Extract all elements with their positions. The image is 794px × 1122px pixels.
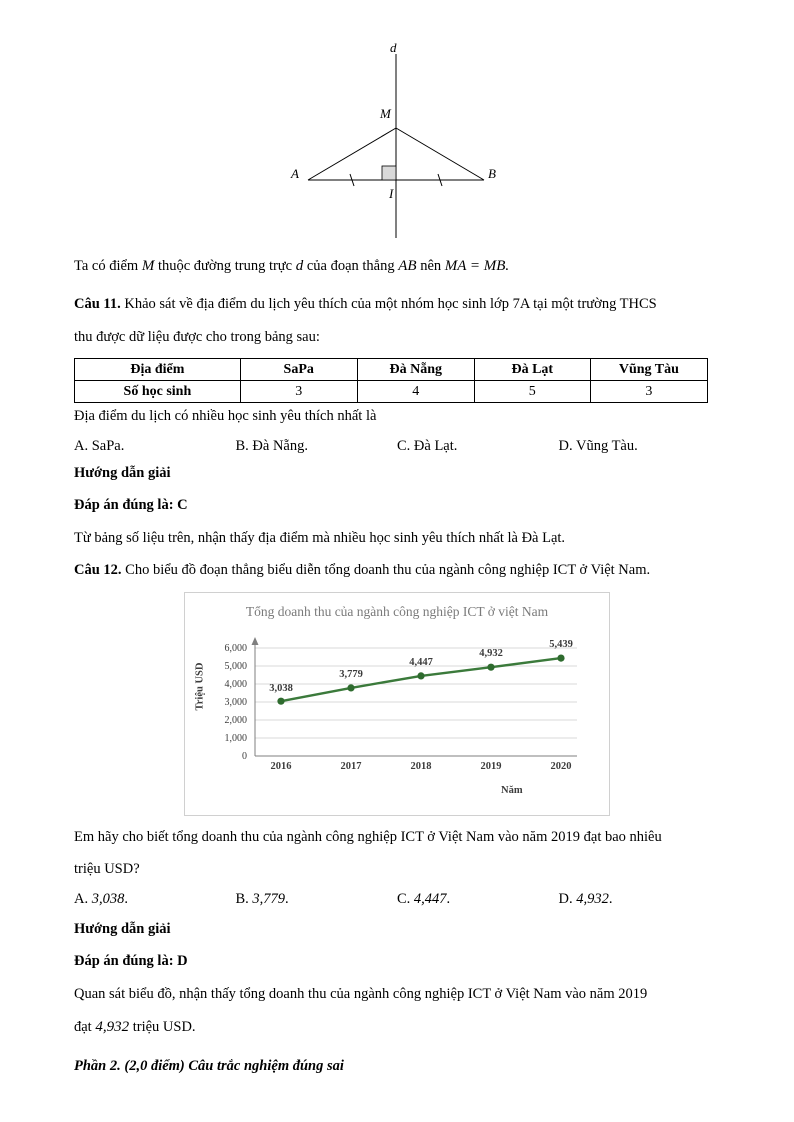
choice-c-suffix: .	[446, 890, 451, 907]
intro-mid2: của đoạn thẳng	[306, 258, 395, 274]
ict-revenue-chart	[184, 592, 610, 816]
choice-b-value: 3,779	[252, 890, 286, 907]
choice-c-text: Đà Lạt.	[413, 437, 458, 454]
choice-c	[397, 438, 559, 455]
table-header-students: Số học sinh	[75, 381, 241, 403]
question-11-choices	[74, 438, 720, 455]
figure-label-I: I	[389, 186, 394, 201]
choice-d-value: 4,932	[576, 890, 609, 907]
choice-a-label: A.	[74, 437, 89, 454]
choice-a-suffix: .	[124, 890, 128, 907]
table-header-vungtau: Vũng Tàu	[590, 359, 707, 381]
intro-equation: MA = MB.	[444, 258, 510, 274]
choice-b-label: B.	[235, 890, 249, 907]
choice-a-label: A.	[74, 890, 89, 907]
chart-point-label-2018: 4,447	[409, 656, 433, 668]
geometry-figure-svg	[74, 40, 720, 240]
survey-table	[74, 358, 708, 403]
figure-label-A: A	[291, 166, 299, 181]
document-content	[74, 40, 720, 1087]
question-12-answer: Đáp án đúng là: D	[74, 953, 188, 970]
choice-a	[74, 891, 236, 908]
figure-label-d: d	[390, 40, 397, 55]
table-header-dalat: Đà Lạt	[474, 359, 590, 381]
geometry-figure	[74, 40, 720, 240]
chart-xtick-2018: 2018	[410, 760, 432, 772]
choice-d-label: D.	[558, 890, 573, 907]
choice-d	[559, 438, 721, 455]
question-11-stem	[74, 293, 720, 316]
chart-point-label-2020: 5,439	[549, 638, 573, 650]
chart-xtick-2019: 2019	[480, 760, 502, 772]
question-12-number: Câu 12.	[74, 562, 122, 579]
part-2-title: Phần 2. (2,0 điểm) Câu trắc nghiệm đúng sai	[74, 1057, 344, 1074]
choice-a-value: 3,038	[91, 890, 125, 907]
intro-segment-ab: AB	[398, 258, 417, 274]
table-cell-dalat-count: 5	[474, 381, 590, 403]
table-row	[75, 381, 708, 403]
question-12-explanation-line1: Quan sát biểu đồ, nhận thấy tổng doanh thu của ngành công nghiệp ICT ở Việt Nam vào năm 2019	[74, 985, 648, 1002]
choice-c-label: C.	[397, 890, 411, 907]
choice-c-label: C.	[397, 437, 411, 454]
chart-xtick-2020: 2020	[550, 760, 572, 772]
chart-plot-svg	[185, 593, 609, 815]
table-header-danang: Đà Nẵng	[357, 359, 474, 381]
question-12-explanation-line2	[74, 1015, 720, 1039]
choice-b-label: B.	[235, 437, 249, 454]
choice-d-suffix: .	[608, 890, 613, 907]
chart-ytick-4000: 4,000	[224, 678, 247, 690]
table-header-sapa: SaPa	[240, 359, 357, 381]
choice-d-text: Vũng Tàu.	[575, 437, 638, 454]
explanation-value: 4,932	[95, 1019, 130, 1036]
chart-xtick-2017: 2017	[340, 760, 362, 772]
question-11-answer: Đáp án đúng là: C	[74, 497, 188, 514]
choice-d-label: D.	[558, 437, 573, 454]
chart-ytick-0: 0	[242, 750, 247, 762]
choice-b	[236, 438, 398, 455]
table-row	[75, 359, 708, 381]
question-12-text: Cho biểu đồ đoạn thẳng biểu diễn tổng doanh thu của ngành công nghiệp ICT ở Việt Nam.	[125, 562, 651, 579]
question-11-stem-line2: thu được dữ liệu được cho trong bảng sau:	[74, 328, 320, 345]
chart-point-label-2016: 3,038	[269, 682, 293, 694]
question-12-prompt-line2: triệu USD?	[74, 861, 140, 878]
question-11-text: Khảo sát về địa điểm du lịch yêu thích của một nhóm học sinh lớp 7A tại một trường THCS	[124, 296, 657, 313]
intro-line-d: d	[295, 258, 304, 274]
question-11-number: Câu 11.	[74, 296, 121, 313]
intro-mid3: nên	[420, 258, 442, 274]
figure-label-B: B	[488, 166, 496, 181]
chart-ytick-3000: 3,000	[224, 696, 247, 708]
question-12-guide-title: Hướng dẫn giải	[74, 920, 171, 937]
chart-point-label-2019: 4,932	[479, 647, 503, 659]
choice-b	[236, 891, 398, 908]
table-header-location: Địa điểm	[75, 359, 241, 381]
question-11-explanation: Từ bảng số liệu trên, nhận thấy địa điểm mà nhiều học sinh yêu thích nhất là Đà Lạt.	[74, 529, 566, 546]
chart-ytick-5000: 5,000	[224, 660, 247, 672]
figure-label-M: M	[380, 106, 391, 121]
intro-mid1: thuộc đường trung trực	[157, 258, 293, 274]
choice-a-text: SaPa.	[91, 437, 125, 454]
intro-sentence	[74, 254, 720, 278]
choice-c-value: 4,447	[413, 890, 447, 907]
question-12-prompt-line1: Em hãy cho biết tổng doanh thu của ngành công nghiệp ICT ở Việt Nam vào năm 2019 đạt bao nhiêu	[74, 828, 662, 845]
choice-b-text: Đà Nẵng.	[252, 437, 308, 454]
chart-ytick-2000: 2,000	[224, 714, 247, 726]
explanation-suffix: triệu USD.	[132, 1019, 196, 1036]
choice-a	[74, 438, 236, 455]
chart-ytick-6000: 6,000	[224, 642, 247, 654]
intro-point-m: M	[141, 258, 155, 274]
chart-ytick-1000: 1,000	[224, 732, 247, 744]
chart-x-axis-title: Năm	[501, 784, 523, 796]
table-cell-danang-count: 4	[357, 381, 474, 403]
question-11-prompt: Địa điểm du lịch có nhiều học sinh yêu thích nhất là	[74, 408, 377, 425]
explanation-prefix: đạt	[74, 1019, 92, 1036]
intro-before: Ta có điểm	[74, 258, 139, 274]
chart-point-label-2017: 3,779	[339, 668, 363, 680]
question-11-guide-title: Hướng dẫn giải	[74, 464, 171, 481]
chart-y-axis-title: Triệu USD	[194, 662, 206, 711]
question-12-choices	[74, 891, 720, 908]
chart-title: Tổng doanh thu của ngành công nghiệp ICT ở việt Nam	[245, 603, 549, 619]
chart-xtick-2016: 2016	[270, 760, 292, 772]
table-cell-sapa-count: 3	[240, 381, 357, 403]
choice-d	[559, 891, 721, 908]
choice-c	[397, 891, 559, 908]
question-12-stem	[74, 559, 720, 582]
table-cell-vungtau-count: 3	[590, 381, 707, 403]
choice-b-suffix: .	[285, 890, 289, 907]
